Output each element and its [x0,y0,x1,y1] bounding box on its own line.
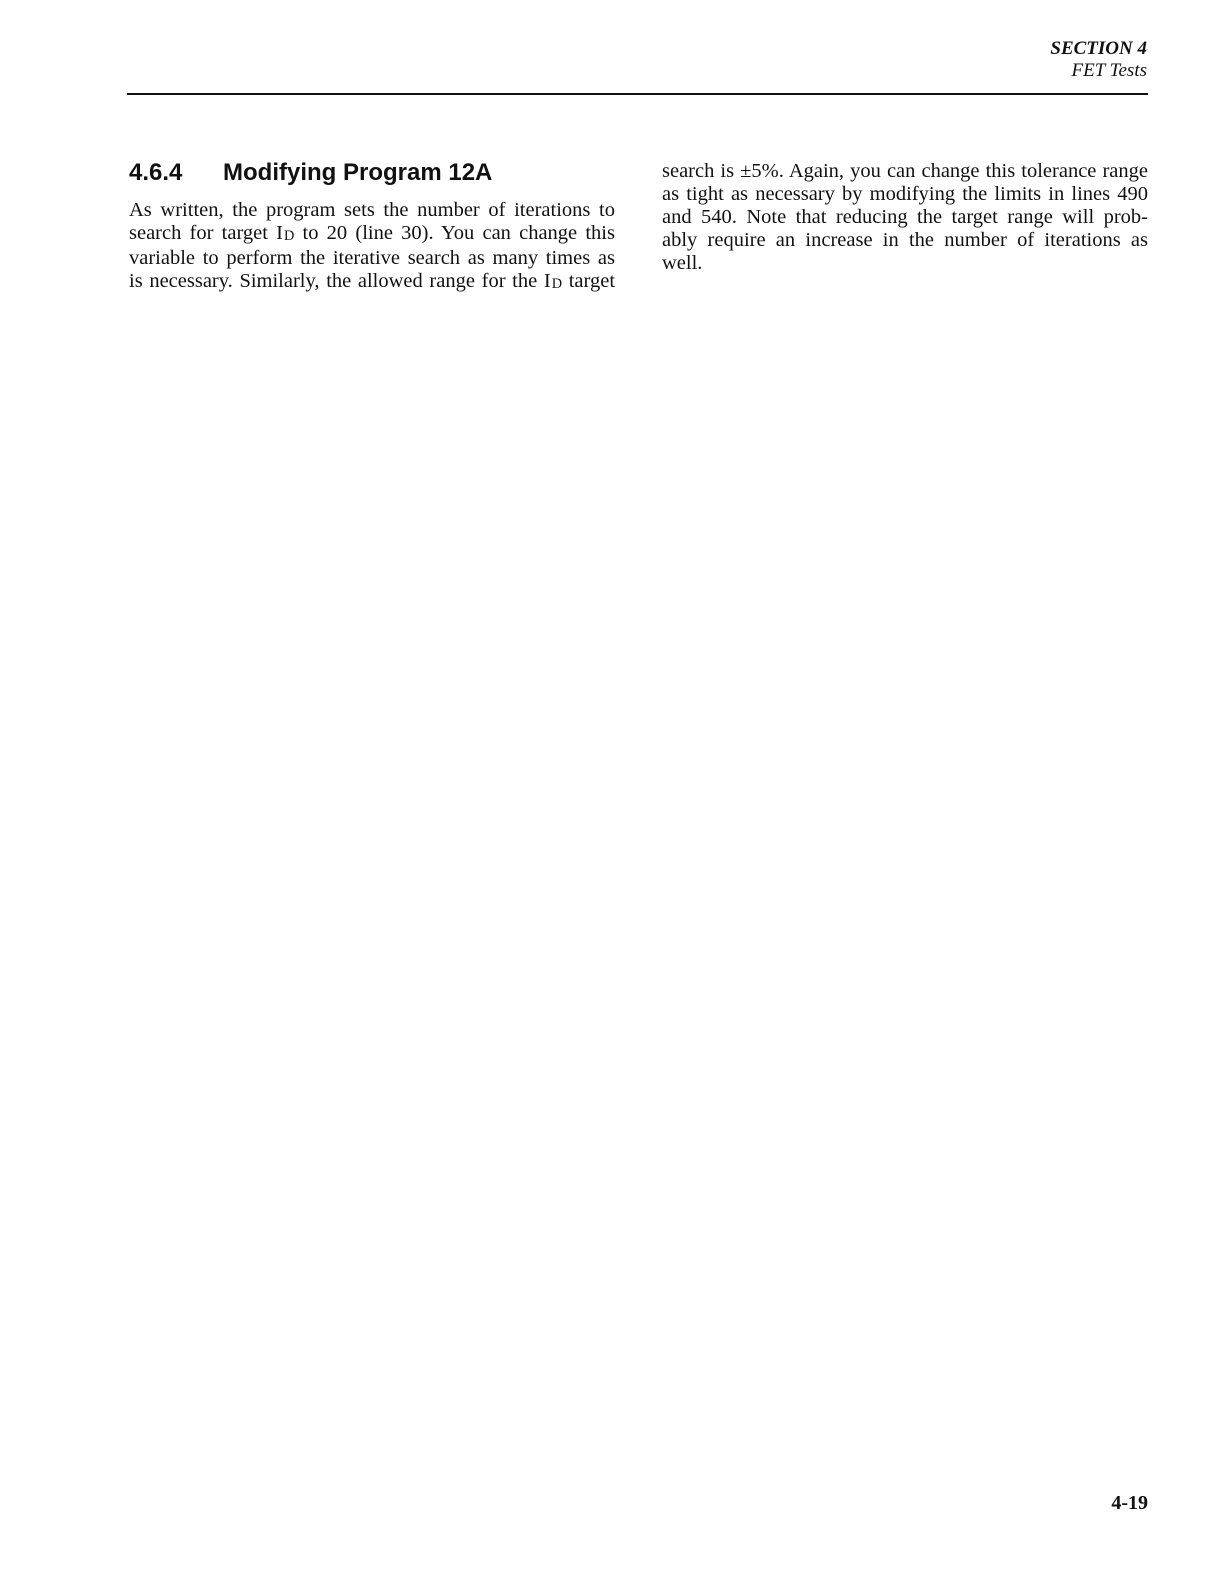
paragraph-line [129,222,615,247]
paragraph-line: ably require an increase in the number of iterations as [662,229,1148,251]
subsection-heading [129,158,492,188]
paragraph-line: as tight as necessary by modifying the limits in lines 490 [662,183,1148,205]
paragraph-line [129,270,615,295]
text-run: to 20 (line 30). You can change this [294,222,615,244]
subscript-d: D [551,275,563,292]
subscript-d: D [283,227,295,244]
section-title: FET Tests [1071,60,1147,81]
subsection-title: Modifying Program 12A [223,159,493,186]
paragraph-line: and 540. Note that reducing the target range will prob- [662,206,1148,228]
section-label: SECTION 4 [1050,38,1147,59]
left-column-paragraph [129,199,615,295]
header-rule [127,93,1148,95]
right-column-paragraph [662,160,1148,275]
subsection-number: 4.6.4 [129,159,183,186]
text-run: is necessary. Similarly, the allowed range for the I [129,270,551,292]
paragraph-line: well. [662,252,703,274]
paragraph-line: search is ±5%. Again, you can change this tolerance range [662,160,1148,182]
running-header [1050,38,1147,82]
page-number: 4-19 [1111,1492,1148,1514]
paragraph-line: variable to perform the iterative search as many times as [129,247,615,269]
paragraph-line: As written, the program sets the number of iterations to [129,199,615,221]
text-run: target [562,270,616,292]
text-run: search for target I [129,222,283,244]
